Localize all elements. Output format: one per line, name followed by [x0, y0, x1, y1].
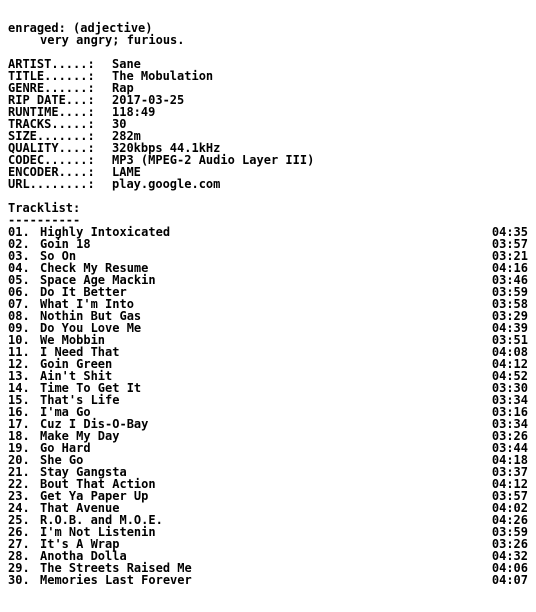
track-title: Time To Get It — [40, 381, 142, 395]
release-info — [8, 58, 528, 190]
info-value: 320kbps 44.1kHz — [112, 141, 221, 155]
track-duration: 03:59 — [491, 285, 528, 299]
info-key: RIP DATE...: — [8, 93, 95, 107]
info-key: CODEC......: — [8, 153, 95, 167]
track-number: 12. — [8, 357, 30, 371]
track-title: What I'm Into — [40, 297, 134, 311]
track-number: 14. — [8, 381, 30, 395]
info-value: Sane — [112, 57, 141, 71]
track-title: Memories Last Forever — [40, 573, 192, 587]
track-duration: 03:30 — [491, 381, 528, 395]
track-number: 13. — [8, 369, 30, 383]
track-number: 29. — [8, 561, 30, 575]
track-title: That Avenue — [40, 501, 120, 515]
info-value: 282m — [112, 129, 141, 143]
track-title: I Need That — [40, 345, 120, 359]
track-title: That's Life — [40, 393, 120, 407]
track-duration: 03:57 — [491, 237, 528, 251]
track-title: R.O.B. and M.O.E. — [40, 513, 163, 527]
track-duration: 04:08 — [491, 345, 528, 359]
track-number: 21. — [8, 465, 30, 479]
track-title: Bout That Action — [40, 477, 156, 491]
track-title: Stay Gangsta — [40, 465, 127, 479]
info-key: RUNTIME....: — [8, 105, 95, 119]
track-title: Go Hard — [40, 441, 91, 455]
track-number: 17. — [8, 417, 30, 431]
tracklist — [8, 226, 528, 586]
track-duration: 04:12 — [491, 357, 528, 371]
track-title: Ain't Shit — [40, 369, 113, 383]
track-number: 02. — [8, 237, 30, 251]
track-title: Goin 18 — [40, 237, 91, 251]
info-field — [8, 178, 528, 190]
track-title: So On — [40, 249, 77, 263]
track-number: 20. — [8, 453, 30, 467]
track-title: Space Age Mackin — [40, 273, 156, 287]
info-key: TRACKS.....: — [8, 117, 95, 131]
track-duration: 03:51 — [491, 333, 528, 347]
track-duration: 04:52 — [491, 369, 528, 383]
info-value: play.google.com — [112, 177, 221, 191]
info-value: MP3 (MPEG-2 Audio Layer III) — [112, 153, 315, 167]
definition-meaning: very angry; furious. — [40, 33, 185, 47]
track-number: 09. — [8, 321, 30, 335]
track-title: Get Ya Paper Up — [40, 489, 149, 503]
track-number: 27. — [8, 537, 30, 551]
track-duration: 03:34 — [491, 417, 528, 431]
track-title: Check My Resume — [40, 261, 149, 275]
track-number: 07. — [8, 297, 30, 311]
track-duration: 03:59 — [491, 525, 528, 539]
track-duration: 03:44 — [491, 441, 528, 455]
tracklist-heading: Tracklist: — [8, 201, 81, 215]
track-duration: 03:26 — [491, 537, 528, 551]
track-number: 19. — [8, 441, 30, 455]
track-duration: 04:16 — [491, 261, 528, 275]
track-title: Highly Intoxicated — [40, 225, 171, 239]
spacer — [8, 190, 528, 202]
info-key: URL........: — [8, 177, 95, 191]
definition-headword: enraged: (adjective) — [8, 21, 153, 35]
nfo-document — [8, 22, 528, 586]
track-duration: 04:12 — [491, 477, 528, 491]
tracklist-rule: ---------- — [8, 213, 81, 227]
track-title: The Streets Raised Me — [40, 561, 192, 575]
track-duration: 03:16 — [491, 405, 528, 419]
track-number: 16. — [8, 405, 30, 419]
track-title: It's A Wrap — [40, 537, 120, 551]
track-duration: 03:29 — [491, 309, 528, 323]
info-key: GENRE......: — [8, 81, 95, 95]
track-number: 15. — [8, 393, 30, 407]
info-key: ARTIST.....: — [8, 57, 95, 71]
track-duration: 03:37 — [491, 465, 528, 479]
track-title: She Go — [40, 453, 84, 467]
track-duration: 04:02 — [491, 501, 528, 515]
track-number: 01. — [8, 225, 30, 239]
track-number: 28. — [8, 549, 30, 563]
track-duration: 03:46 — [491, 273, 528, 287]
track-number: 23. — [8, 489, 30, 503]
info-value: 30 — [112, 117, 127, 131]
track-number: 11. — [8, 345, 30, 359]
track-number: 26. — [8, 525, 30, 539]
track-row — [8, 238, 528, 250]
track-number: 08. — [8, 309, 30, 323]
track-row — [8, 574, 528, 586]
track-duration: 03:57 — [491, 489, 528, 503]
info-value: LAME — [112, 165, 141, 179]
track-number: 06. — [8, 285, 30, 299]
track-duration: 03:21 — [491, 249, 528, 263]
track-number: 25. — [8, 513, 30, 527]
track-duration: 03:34 — [491, 393, 528, 407]
info-value: The Mobulation — [112, 69, 214, 83]
info-value: 118:49 — [112, 105, 156, 119]
track-number: 10. — [8, 333, 30, 347]
info-key: QUALITY....: — [8, 141, 95, 155]
info-key: ENCODER....: — [8, 165, 95, 179]
track-duration: 04:35 — [491, 225, 528, 239]
track-title: I'ma Go — [40, 405, 91, 419]
track-title: Make My Day — [40, 429, 120, 443]
track-number: 22. — [8, 477, 30, 491]
track-duration: 03:58 — [491, 297, 528, 311]
info-key: SIZE.......: — [8, 129, 95, 143]
track-number: 04. — [8, 261, 30, 275]
track-title: Nothin But Gas — [40, 309, 142, 323]
track-title: Cuz I Dis-O-Bay — [40, 417, 149, 431]
track-number: 18. — [8, 429, 30, 443]
track-row — [8, 442, 528, 454]
track-duration: 04:07 — [491, 573, 528, 587]
track-number: 30. — [8, 573, 30, 587]
track-number: 24. — [8, 501, 30, 515]
track-duration: 04:06 — [491, 561, 528, 575]
track-duration: 04:32 — [491, 549, 528, 563]
track-duration: 04:26 — [491, 513, 528, 527]
track-number: 03. — [8, 249, 30, 263]
track-title: Do You Love Me — [40, 321, 142, 335]
track-duration: 03:26 — [491, 429, 528, 443]
track-title: We Mobbin — [40, 333, 106, 347]
track-title: Anotha Dolla — [40, 549, 127, 563]
track-number: 05. — [8, 273, 30, 287]
track-duration: 04:39 — [491, 321, 528, 335]
track-title: Goin Green — [40, 357, 113, 371]
track-title: I'm Not Listenin — [40, 525, 156, 539]
track-duration: 04:18 — [491, 453, 528, 467]
info-key: TITLE......: — [8, 69, 95, 83]
info-value: Rap — [112, 81, 134, 95]
track-title: Do It Better — [40, 285, 127, 299]
info-value: 2017-03-25 — [112, 93, 185, 107]
